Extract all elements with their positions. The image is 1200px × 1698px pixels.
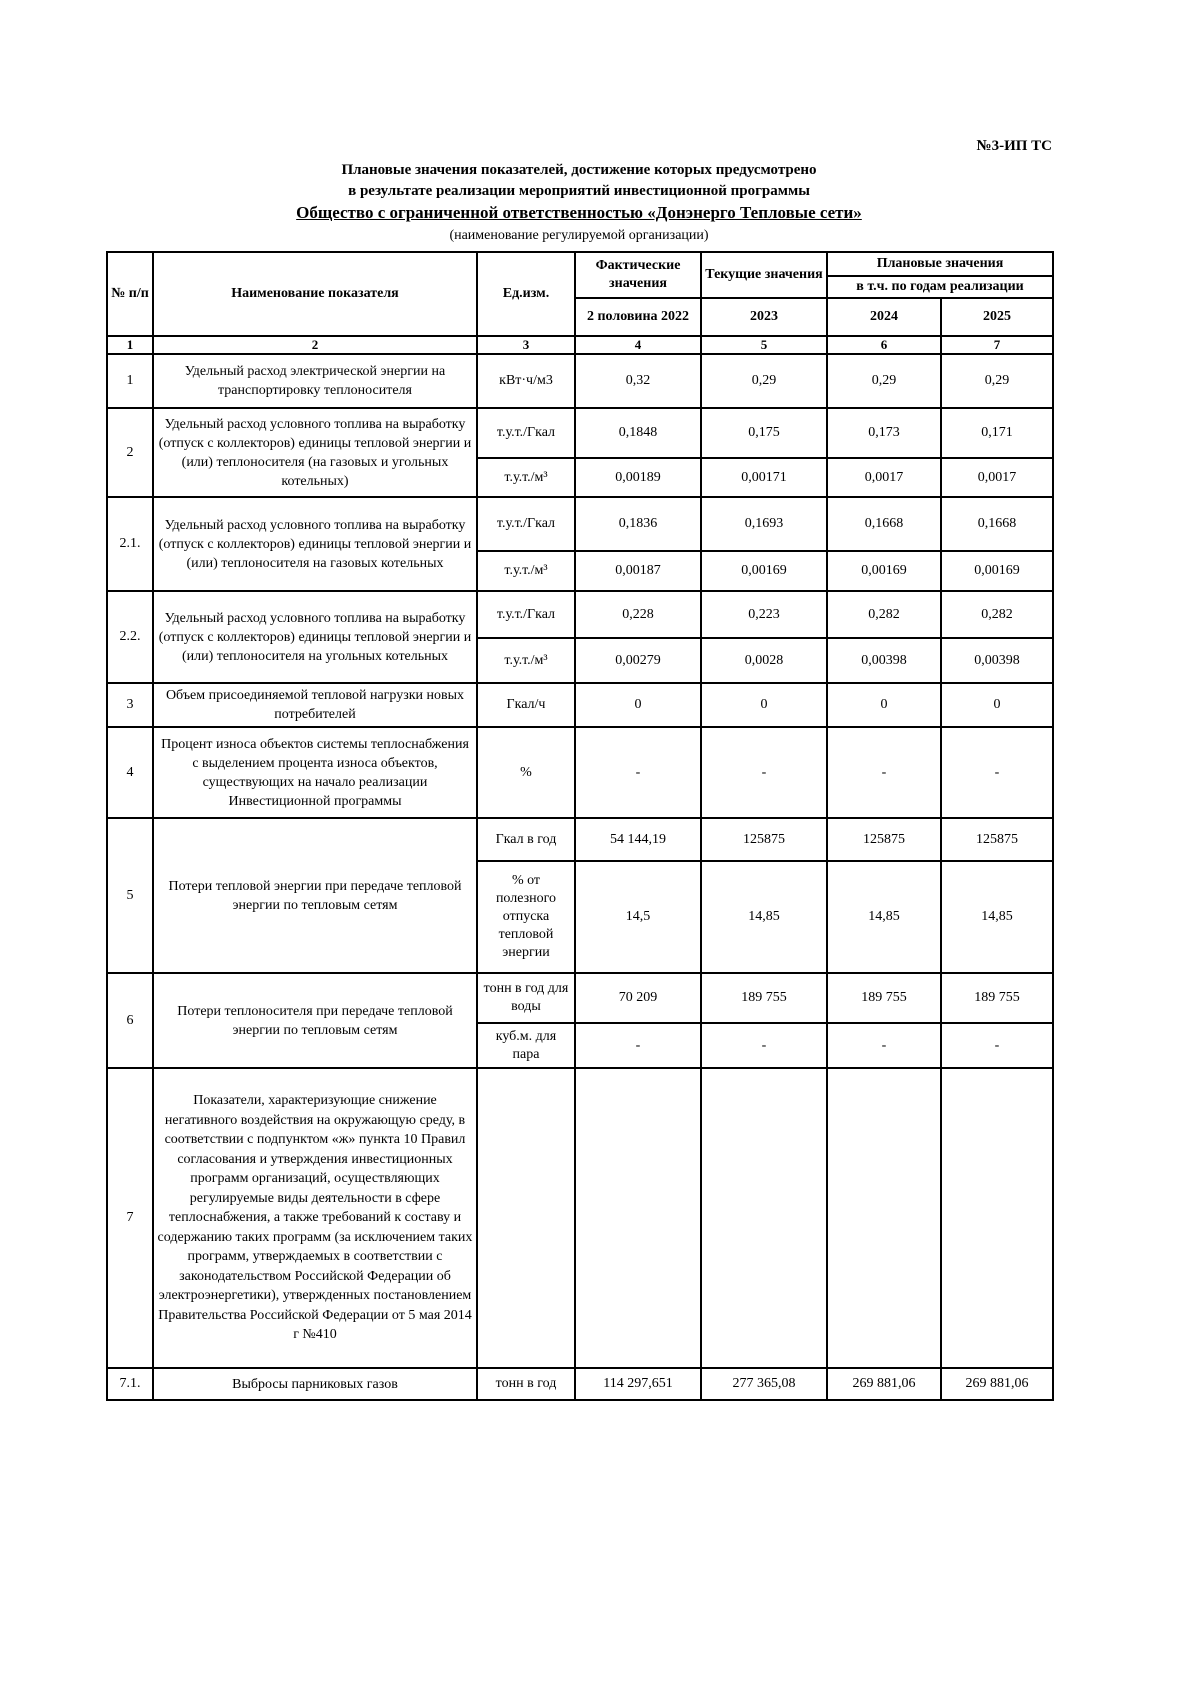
indicator-name: Показатели, характеризующие снижение негативного воздействия на окружающую среду, в соответствии с подпунктом «ж» пункта 10 Правил согласования и утверждения инвестиционных программ организаций, осуществляющих регулируемые виды деятельности в сфере теплоснабжения, а также требований к составу и содержанию таких программ (за исключением таких программ, утверждаемых в соответствии с законодательством Российской Федерации об электроэнергетики), утвержденных постановлением Правительства Российской Федерации от 5 мая 2014 г №410 xyxy=(153,1068,477,1368)
value-current: 0,00171 xyxy=(701,458,827,497)
unit-cell: т.у.т./Гкал xyxy=(477,497,575,551)
value-actual: 0,00189 xyxy=(575,458,701,497)
value-2024: - xyxy=(827,727,941,818)
header-name: Наименование показателя xyxy=(153,252,477,336)
unit-cell: т.у.т./Гкал xyxy=(477,591,575,638)
row-number: 6 xyxy=(107,973,153,1068)
organization-name: Общество с ограниченной ответственностью «Донэнерго Тепловые сети» xyxy=(296,203,862,222)
header-current: Текущие значения xyxy=(701,252,827,298)
col-number: 2 xyxy=(153,336,477,354)
header-row xyxy=(107,252,1053,276)
row-number: 1 xyxy=(107,354,153,408)
row-number: 3 xyxy=(107,683,153,727)
table-row xyxy=(107,354,1053,408)
value-2025: 14,85 xyxy=(941,861,1053,973)
row-number: 4 xyxy=(107,727,153,818)
table-row xyxy=(107,1068,1053,1368)
header-num: № п/п xyxy=(107,252,153,336)
unit-cell: куб.м. для пара xyxy=(477,1023,575,1068)
unit-cell: Гкал/ч xyxy=(477,683,575,727)
title-line-2: в результате реализации мероприятий инвестиционной программы xyxy=(348,183,810,199)
col-number: 3 xyxy=(477,336,575,354)
value-2024: 0,00398 xyxy=(827,638,941,683)
table-row xyxy=(107,818,1053,861)
value-2025: 0,1668 xyxy=(941,497,1053,551)
table-row xyxy=(107,591,1053,638)
indicator-name: Объем присоединяемой тепловой нагрузки новых потребителей xyxy=(153,683,477,727)
unit-cell: т.у.т./м³ xyxy=(477,638,575,683)
indicator-name: Процент износа объектов системы теплоснабжения с выделением процента износа объектов, существующих на начало реализации Инвестиционной программы xyxy=(153,727,477,818)
row-number: 2.1. xyxy=(107,497,153,591)
indicator-name: Потери тепловой энергии при передаче тепловой энергии по тепловым сетям xyxy=(153,818,477,973)
indicator-name: Удельный расход условного топлива на выработку (отпуск с коллекторов) единицы тепловой энергии и (или) теплоносителя на газовых котельных xyxy=(153,497,477,591)
unit-cell: т.у.т./м³ xyxy=(477,458,575,497)
value-actual: 0,228 xyxy=(575,591,701,638)
indicator-name: Удельный расход условного топлива на выработку (отпуск с коллекторов) единицы тепловой энергии и (или) теплоносителя на угольных котельных xyxy=(153,591,477,683)
value-actual: 114 297,651 xyxy=(575,1368,701,1400)
value-actual: 0,1848 xyxy=(575,408,701,458)
table-row xyxy=(107,1368,1053,1400)
value-2025 xyxy=(941,1068,1053,1368)
value-2024: - xyxy=(827,1023,941,1068)
value-2024: 0,282 xyxy=(827,591,941,638)
value-actual: 0,00187 xyxy=(575,551,701,591)
unit-cell: % xyxy=(477,727,575,818)
value-2025: 269 881,06 xyxy=(941,1368,1053,1400)
value-current: 189 755 xyxy=(701,973,827,1023)
value-2024: 0,173 xyxy=(827,408,941,458)
value-current: 0 xyxy=(701,683,827,727)
value-2025: 0 xyxy=(941,683,1053,727)
row-number: 2 xyxy=(107,408,153,497)
value-current: - xyxy=(701,727,827,818)
value-2024: 125875 xyxy=(827,818,941,861)
col-number: 4 xyxy=(575,336,701,354)
header-year-2024: 2024 xyxy=(827,298,941,336)
value-actual: 0 xyxy=(575,683,701,727)
value-2024: 0,29 xyxy=(827,354,941,408)
document-title xyxy=(106,160,1052,223)
row-number: 7.1. xyxy=(107,1368,153,1400)
value-2024: 269 881,06 xyxy=(827,1368,941,1400)
header-actual: Фактические значения xyxy=(575,252,701,298)
value-2025: - xyxy=(941,727,1053,818)
value-current: - xyxy=(701,1023,827,1068)
column-numbers-row xyxy=(107,336,1053,354)
col-number: 1 xyxy=(107,336,153,354)
value-2025: 0,0017 xyxy=(941,458,1053,497)
value-2025: - xyxy=(941,1023,1053,1068)
value-2024: 0,1668 xyxy=(827,497,941,551)
header-year-2025: 2025 xyxy=(941,298,1053,336)
form-code: №3-ИП ТС xyxy=(976,138,1052,154)
unit-cell: % от полезного отпуска тепловой энергии xyxy=(477,861,575,973)
value-2025: 125875 xyxy=(941,818,1053,861)
value-actual xyxy=(575,1068,701,1368)
col-number: 7 xyxy=(941,336,1053,354)
header-planned-sub: в т.ч. по годам реализации xyxy=(827,276,1053,298)
value-current: 0,223 xyxy=(701,591,827,638)
value-actual: - xyxy=(575,1023,701,1068)
value-actual: - xyxy=(575,727,701,818)
header-planned: Плановые значения xyxy=(827,252,1053,276)
value-current: 0,00169 xyxy=(701,551,827,591)
indicator-name: Удельный расход электрической энергии на транспортировку теплоносителя xyxy=(153,354,477,408)
value-actual: 14,5 xyxy=(575,861,701,973)
row-number: 5 xyxy=(107,818,153,973)
col-number: 5 xyxy=(701,336,827,354)
header-actual-period: 2 половина 2022 xyxy=(575,298,701,336)
value-actual: 0,32 xyxy=(575,354,701,408)
unit-cell xyxy=(477,1068,575,1368)
value-current: 277 365,08 xyxy=(701,1368,827,1400)
value-actual: 0,1836 xyxy=(575,497,701,551)
value-2025: 0,00398 xyxy=(941,638,1053,683)
indicator-name: Потери теплоносителя при передаче тепловой энергии по тепловым сетям xyxy=(153,973,477,1068)
value-2025: 0,171 xyxy=(941,408,1053,458)
table-row xyxy=(107,408,1053,458)
table-row xyxy=(107,683,1053,727)
value-actual: 0,00279 xyxy=(575,638,701,683)
value-2025: 0,00169 xyxy=(941,551,1053,591)
value-current: 0,0028 xyxy=(701,638,827,683)
row-number: 7 xyxy=(107,1068,153,1368)
unit-cell: т.у.т./Гкал xyxy=(477,408,575,458)
indicators-table xyxy=(106,251,1054,1401)
header-current-year: 2023 xyxy=(701,298,827,336)
col-number: 6 xyxy=(827,336,941,354)
value-2025: 0,282 xyxy=(941,591,1053,638)
unit-cell: Гкал в год xyxy=(477,818,575,861)
header-unit: Ед.изм. xyxy=(477,252,575,336)
value-actual: 54 144,19 xyxy=(575,818,701,861)
value-2024: 14,85 xyxy=(827,861,941,973)
row-number: 2.2. xyxy=(107,591,153,683)
value-2024: 0 xyxy=(827,683,941,727)
unit-cell: т.у.т./м³ xyxy=(477,551,575,591)
indicator-name: Удельный расход условного топлива на выработку (отпуск с коллекторов) единицы тепловой энергии и (или) теплоносителя (на газовых и угольных котельных) xyxy=(153,408,477,497)
title-line-1: Плановые значения показателей, достижение которых предусмотрено xyxy=(341,162,817,178)
unit-cell: кВт·ч/м3 xyxy=(477,354,575,408)
table-row xyxy=(107,973,1053,1023)
value-2024: 189 755 xyxy=(827,973,941,1023)
organization-caption: (наименование регулируемой организации) xyxy=(449,228,709,243)
unit-cell: тонн в год для воды xyxy=(477,973,575,1023)
value-current: 14,85 xyxy=(701,861,827,973)
value-current: 125875 xyxy=(701,818,827,861)
indicator-name: Выбросы парниковых газов xyxy=(153,1368,477,1400)
value-2024: 0,00169 xyxy=(827,551,941,591)
value-current: 0,29 xyxy=(701,354,827,408)
value-2025: 0,29 xyxy=(941,354,1053,408)
value-current: 0,175 xyxy=(701,408,827,458)
value-2025: 189 755 xyxy=(941,973,1053,1023)
value-current: 0,1693 xyxy=(701,497,827,551)
value-2024: 0,0017 xyxy=(827,458,941,497)
table-row xyxy=(107,497,1053,551)
value-current xyxy=(701,1068,827,1368)
value-2024 xyxy=(827,1068,941,1368)
unit-cell: тонн в год xyxy=(477,1368,575,1400)
table-row xyxy=(107,727,1053,818)
value-actual: 70 209 xyxy=(575,973,701,1023)
